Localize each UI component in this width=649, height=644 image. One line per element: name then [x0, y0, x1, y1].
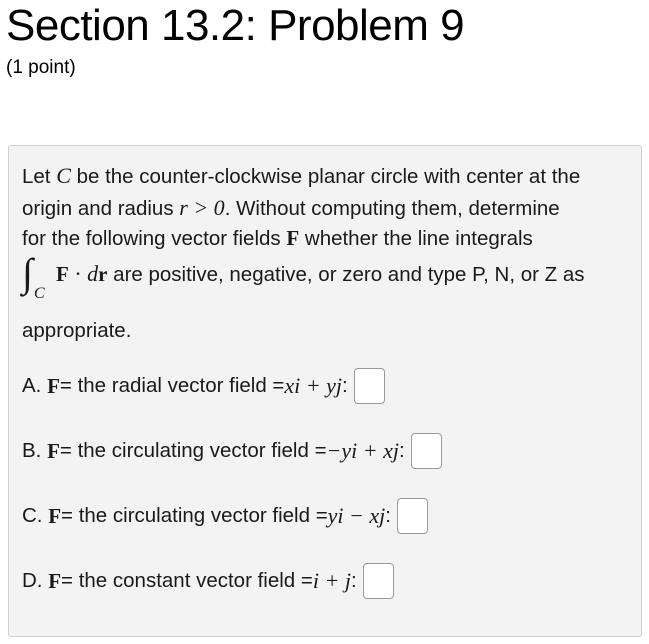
- integral-symbol: ∫: [22, 249, 33, 295]
- answer-input-b[interactable]: [411, 433, 442, 469]
- statement-line-1: Let C be the counter-clockwise planar circle with center at the: [22, 163, 581, 188]
- answer-input-d[interactable]: [363, 563, 394, 599]
- points-label: (1 point): [6, 57, 76, 78]
- problem-statement: [22, 160, 632, 346]
- var-c: C: [56, 163, 71, 188]
- part-d: D. F = the constant vector field = i + j :: [22, 563, 394, 599]
- answer-input-a[interactable]: [354, 368, 385, 404]
- statement-line-2: origin and radius r > 0. Without computing them, determine: [22, 194, 560, 220]
- radius-condition: r > 0: [179, 194, 225, 220]
- statement-line-4: ∫ C F · dr are positive, negative, or zero and type P, N, or Z as: [22, 255, 632, 315]
- statement-line-3: for the following vector fields F whether the line integrals: [22, 226, 533, 250]
- part-c: C. F = the circulating vector field = yi − xj :: [22, 498, 428, 534]
- part-b: B. F = the circulating vector field = −yi + xj :: [22, 433, 442, 469]
- integral-subscript: C: [34, 284, 45, 302]
- statement-line-5: appropriate.: [22, 318, 132, 342]
- answer-input-c[interactable]: [397, 498, 428, 534]
- var-f: F: [286, 226, 300, 250]
- page-title: Section 13.2: Problem 9: [6, 1, 465, 50]
- problem-box: [8, 145, 642, 637]
- part-a: A. F = the radial vector field = xi + yj :: [22, 368, 385, 404]
